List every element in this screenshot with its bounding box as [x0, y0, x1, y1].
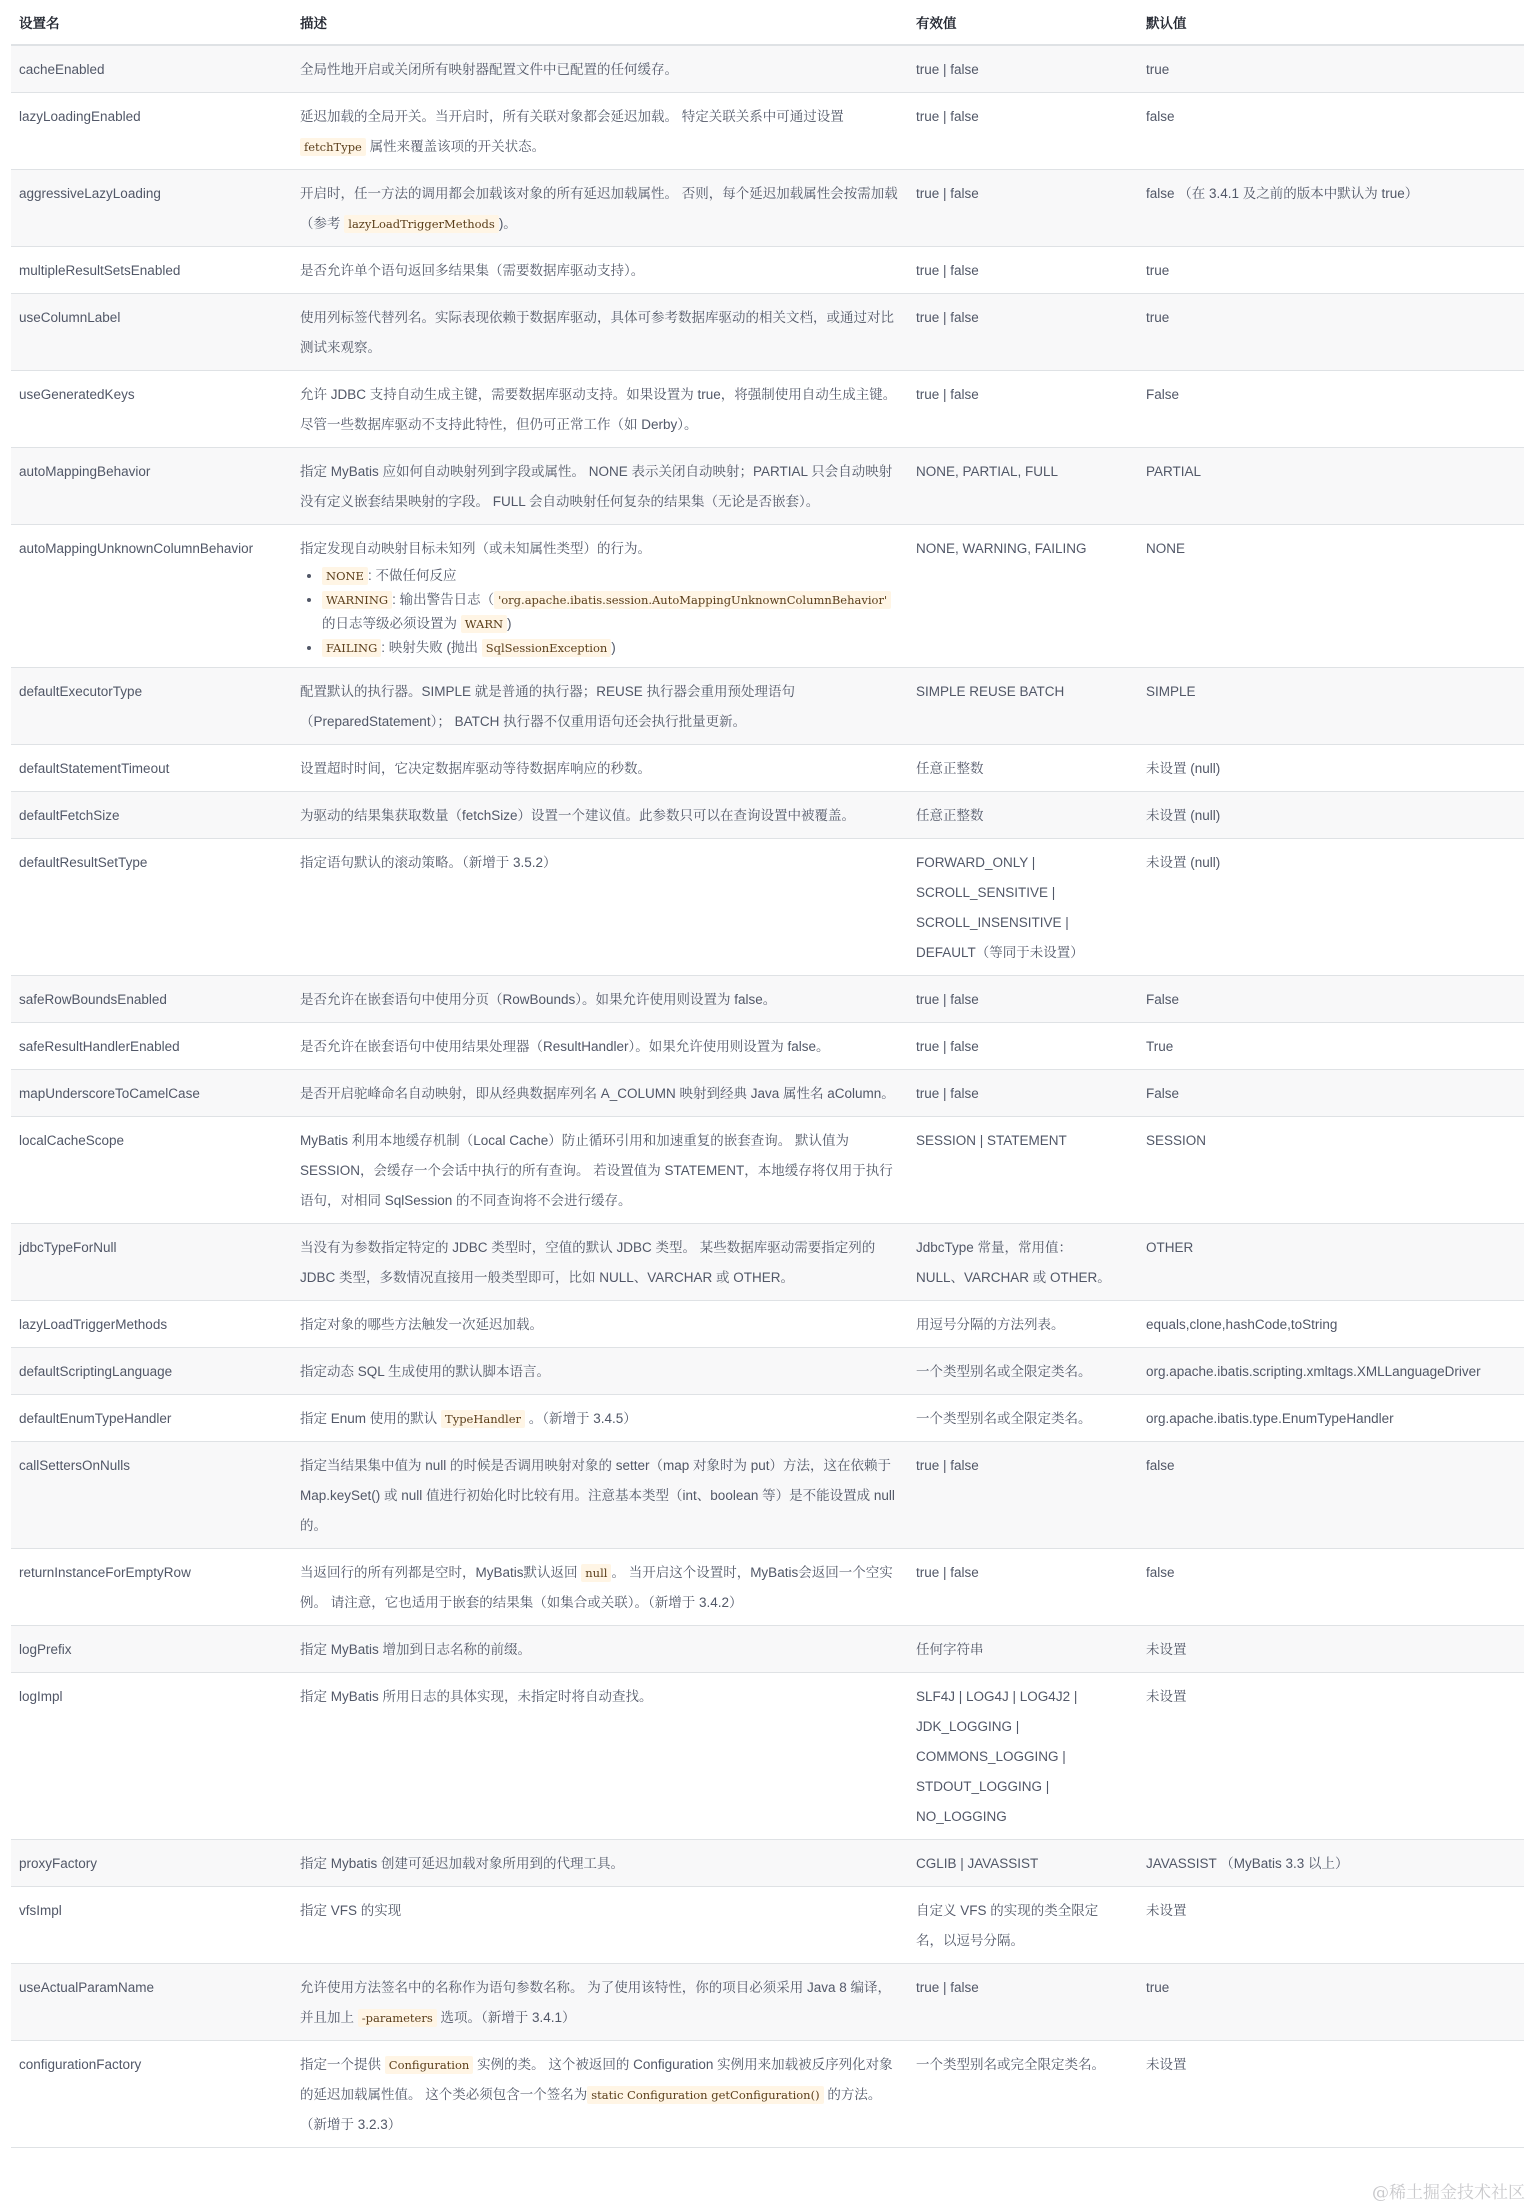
- table-row: [11, 1301, 1524, 1348]
- inline-code: SqlSessionException: [482, 639, 612, 657]
- setting-name: defaultEnumTypeHandler: [11, 1395, 292, 1442]
- setting-valid-values: [908, 1224, 1138, 1301]
- setting-valid-values: [908, 1395, 1138, 1442]
- setting-valid-values: [908, 371, 1138, 448]
- setting-description: [292, 1117, 908, 1224]
- setting-description: [292, 1673, 908, 1840]
- description-text: [300, 303, 900, 363]
- table-row: [11, 1224, 1524, 1301]
- description-text: [300, 801, 900, 831]
- setting-name: jdbcTypeForNull: [11, 1224, 292, 1301]
- setting-description: [292, 1626, 908, 1673]
- setting-name: safeRowBoundsEnabled: [11, 976, 292, 1023]
- setting-valid-values: [908, 1023, 1138, 1070]
- description-text: [300, 1896, 900, 1926]
- table-row: [11, 839, 1524, 976]
- option-item: [322, 588, 900, 636]
- setting-default-value: 未设置: [1138, 1887, 1524, 1964]
- setting-name: localCacheScope: [11, 1117, 292, 1224]
- text-segment: MyBatis 利用本地缓存机制（Local Cache）防止循环引用和加速重复的嵌套查询。 默认值为 SESSION，会缓存一个会话中执行的所有查询。 若设置值为 STATEMENT，本地缓存将仅用于执行语句，对相同 SqlSession 的不同查询将不会进行缓存。: [300, 1133, 893, 1208]
- setting-valid-values: [908, 1549, 1138, 1626]
- setting-valid-values: [908, 1964, 1138, 2041]
- text-segment: : 输出警告日志（: [392, 592, 495, 607]
- valid-value-line: NULL、VARCHAR 或 OTHER。: [916, 1270, 1111, 1285]
- setting-valid-values: [908, 1348, 1138, 1395]
- table-row: [11, 1840, 1524, 1887]
- description-text: [300, 1849, 900, 1879]
- setting-name: logPrefix: [11, 1626, 292, 1673]
- description-text: [300, 55, 900, 85]
- inline-code: Configuration: [385, 2056, 474, 2074]
- inline-code: FAILING: [322, 639, 381, 657]
- text-segment: : 不做任何反应: [367, 568, 457, 583]
- text-segment: 的方法。（新增于 3.2.3）: [300, 2087, 882, 2132]
- valid-value-line: SIMPLE REUSE BATCH: [916, 684, 1065, 699]
- description-text: [300, 102, 900, 162]
- valid-value-line: 用逗号分隔的方法列表。: [916, 1317, 1065, 1332]
- setting-valid-values: [908, 1840, 1138, 1887]
- setting-valid-values: [908, 448, 1138, 525]
- text-segment: 指定 MyBatis 增加到日志名称的前缀。: [300, 1642, 532, 1657]
- valid-value-line: true | false: [916, 1980, 979, 1995]
- text-segment: 是否允许在嵌套语句中使用分页（RowBounds）。如果允许使用则设置为 false。: [300, 992, 777, 1007]
- setting-name: useActualParamName: [11, 1964, 292, 2041]
- setting-valid-values: [908, 1887, 1138, 1964]
- valid-value-line: 任意正整数: [916, 808, 984, 823]
- setting-valid-values: [908, 247, 1138, 294]
- option-item: [322, 636, 900, 660]
- table-row: [11, 1070, 1524, 1117]
- setting-valid-values: [908, 1673, 1138, 1840]
- setting-description: [292, 745, 908, 792]
- valid-value-line: true | false: [916, 62, 979, 77]
- setting-description: [292, 1070, 908, 1117]
- option-item: [322, 564, 900, 588]
- setting-description: [292, 1549, 908, 1626]
- setting-description: [292, 1395, 908, 1442]
- text-segment: 是否允许单个语句返回多结果集（需要数据库驱动支持）。: [300, 263, 645, 278]
- setting-default-value: 未设置 (null): [1138, 792, 1524, 839]
- setting-name: returnInstanceForEmptyRow: [11, 1549, 292, 1626]
- setting-valid-values: [908, 93, 1138, 170]
- valid-value-line: true | false: [916, 186, 979, 201]
- table-row: [11, 1887, 1524, 1964]
- setting-valid-values: [908, 170, 1138, 247]
- setting-valid-values: [908, 1070, 1138, 1117]
- table-row: [11, 45, 1524, 93]
- valid-value-line: true | false: [916, 992, 979, 1007]
- setting-description: [292, 2041, 908, 2148]
- text-segment: 指定 MyBatis 应如何自动映射列到字段或属性。 NONE 表示关闭自动映射；PARTIAL 只会自动映射没有定义嵌套结果映射的字段。 FULL 会自动映射任何复杂的结果集（无论是否嵌套）。: [300, 464, 893, 509]
- text-segment: 为驱动的结果集获取数量（fetchSize）设置一个建议值。此参数只可以在查询设置中被覆盖。: [300, 808, 856, 823]
- table-row: [11, 294, 1524, 371]
- table-row: [11, 1626, 1524, 1673]
- text-segment: ): [507, 616, 512, 631]
- text-segment: 。 当开启这个设置时，MyBatis会返回一个空实例。 请注意，它也适用于嵌套的结果集（如集合或关联）。（新增于 3.4.2）: [300, 1565, 893, 1610]
- setting-default-value: JAVASSIST （MyBatis 3.3 以上）: [1138, 1840, 1524, 1887]
- text-segment: 当没有为参数指定特定的 JDBC 类型时，空值的默认 JDBC 类型。 某些数据库驱动需要指定列的 JDBC 类型，多数情况直接用一般类型即可，比如 NULL、VARCHAR 或 OTHER。: [300, 1240, 876, 1285]
- valid-value-line: SLF4J | LOG4J | LOG4J2 |: [916, 1689, 1078, 1704]
- setting-default-value: 未设置 (null): [1138, 839, 1524, 976]
- setting-description: [292, 668, 908, 745]
- setting-description: [292, 448, 908, 525]
- text-segment: 开启时，任一方法的调用都会加载该对象的所有延迟加载属性。 否则，每个延迟加载属性会按需加载（参考: [300, 186, 898, 231]
- description-text: [300, 256, 900, 286]
- setting-name: lazyLoadingEnabled: [11, 93, 292, 170]
- table-row: [11, 1023, 1524, 1070]
- setting-description: [292, 371, 908, 448]
- text-segment: : 映射失败 (抛出: [381, 640, 482, 655]
- setting-valid-values: [908, 294, 1138, 371]
- setting-valid-values: [908, 45, 1138, 93]
- setting-description: [292, 45, 908, 93]
- setting-default-value: NONE: [1138, 525, 1524, 668]
- setting-name: lazyLoadTriggerMethods: [11, 1301, 292, 1348]
- setting-description: [292, 170, 908, 247]
- inline-code: TypeHandler: [441, 1410, 525, 1428]
- description-text: [300, 1310, 900, 1340]
- inline-code: -parameters: [358, 2009, 437, 2027]
- table-row: [11, 792, 1524, 839]
- description-text: [300, 1079, 900, 1109]
- setting-valid-values: [908, 668, 1138, 745]
- table-row: [11, 976, 1524, 1023]
- valid-value-line: true | false: [916, 310, 979, 325]
- description-text: [300, 848, 900, 878]
- table-row: [11, 668, 1524, 745]
- table-row: [11, 2041, 1524, 2148]
- table-row: [11, 1549, 1524, 1626]
- description-text: [300, 1126, 900, 1216]
- setting-name: defaultScriptingLanguage: [11, 1348, 292, 1395]
- valid-value-line: 任意正整数: [916, 761, 984, 776]
- setting-name: callSettersOnNulls: [11, 1442, 292, 1549]
- text-segment: 指定 MyBatis 所用日志的具体实现，未指定时将自动查找。: [300, 1689, 653, 1704]
- table-row: [11, 247, 1524, 294]
- text-segment: 是否开启驼峰命名自动映射，即从经典数据库列名 A_COLUMN 映射到经典 Java 属性名 aColumn。: [300, 1086, 895, 1101]
- description-text: [300, 2050, 900, 2140]
- valid-value-line: true | false: [916, 1565, 979, 1580]
- valid-value-line: FORWARD_ONLY |: [916, 855, 1036, 870]
- setting-name: safeResultHandlerEnabled: [11, 1023, 292, 1070]
- description-text: [300, 677, 900, 737]
- setting-valid-values: [908, 1626, 1138, 1673]
- text-segment: 指定对象的哪些方法触发一次延迟加载。: [300, 1317, 543, 1332]
- valid-value-line: 自定义 VFS 的实现的类全限定: [916, 1903, 1099, 1918]
- setting-default-value: true: [1138, 247, 1524, 294]
- setting-description: [292, 1964, 908, 2041]
- setting-name: aggressiveLazyLoading: [11, 170, 292, 247]
- valid-value-line: STDOUT_LOGGING |: [916, 1779, 1050, 1794]
- inline-code: WARN: [461, 615, 507, 633]
- valid-value-line: 一个类型别名或完全限定类名。: [916, 2057, 1105, 2072]
- text-segment: 是否允许在嵌套语句中使用结果处理器（ResultHandler）。如果允许使用则设置为 false。: [300, 1039, 830, 1054]
- inline-code: 'org.apache.ibatis.session.AutoMappingUnknownColumnBehavior': [494, 591, 891, 609]
- description-text: [300, 1635, 900, 1665]
- valid-value-line: JDK_LOGGING |: [916, 1719, 1020, 1734]
- setting-name: defaultExecutorType: [11, 668, 292, 745]
- inline-code: WARNING: [322, 591, 392, 609]
- setting-default-value: org.apache.ibatis.type.EnumTypeHandler: [1138, 1395, 1524, 1442]
- setting-description: [292, 839, 908, 976]
- valid-value-line: NONE, PARTIAL, FULL: [916, 464, 1059, 479]
- table-row: [11, 1442, 1524, 1549]
- text-segment: )。: [498, 216, 517, 231]
- setting-description: [292, 93, 908, 170]
- setting-default-value: SIMPLE: [1138, 668, 1524, 745]
- valid-value-line: true | false: [916, 109, 979, 124]
- valid-value-line: NONE, WARNING, FAILING: [916, 541, 1087, 556]
- setting-default-value: true: [1138, 294, 1524, 371]
- setting-valid-values: [908, 1117, 1138, 1224]
- text-segment: 延迟加载的全局开关。当开启时，所有关联对象都会延迟加载。 特定关联关系中可通过设置: [300, 109, 844, 124]
- table-body: [11, 45, 1524, 2148]
- setting-default-value: True: [1138, 1023, 1524, 1070]
- valid-value-line: 任何字符串: [916, 1642, 984, 1657]
- text-segment: 当返回行的所有列都是空时，MyBatis默认返回: [300, 1565, 582, 1580]
- valid-value-line: COMMONS_LOGGING |: [916, 1749, 1066, 1764]
- setting-description: [292, 1840, 908, 1887]
- setting-valid-values: [908, 2041, 1138, 2148]
- valid-value-line: true | false: [916, 1458, 979, 1473]
- setting-description: [292, 1224, 908, 1301]
- text-segment: 指定动态 SQL 生成使用的默认脚本语言。: [300, 1364, 551, 1379]
- table-row: [11, 371, 1524, 448]
- valid-value-line: SCROLL_SENSITIVE |: [916, 885, 1056, 900]
- valid-value-line: 名，以逗号分隔。: [916, 1933, 1024, 1948]
- setting-valid-values: [908, 1442, 1138, 1549]
- setting-name: cacheEnabled: [11, 45, 292, 93]
- setting-name: defaultStatementTimeout: [11, 745, 292, 792]
- description-text: [300, 1357, 900, 1387]
- setting-default-value: SESSION: [1138, 1117, 1524, 1224]
- valid-value-line: SCROLL_INSENSITIVE |: [916, 915, 1069, 930]
- text-segment: 属性来覆盖该项的开关状态。: [365, 139, 546, 154]
- settings-table: [11, 0, 1524, 2148]
- setting-description: [292, 294, 908, 371]
- setting-description: [292, 247, 908, 294]
- setting-default-value: equals,clone,hashCode,toString: [1138, 1301, 1524, 1348]
- text-segment: 指定一个提供: [300, 2057, 385, 2072]
- valid-value-line: CGLIB | JAVASSIST: [916, 1856, 1039, 1871]
- setting-description: [292, 525, 908, 668]
- setting-default-value: 未设置: [1138, 1626, 1524, 1673]
- setting-default-value: False: [1138, 371, 1524, 448]
- valid-value-line: true | false: [916, 263, 979, 278]
- text-segment: 指定 Enum 使用的默认: [300, 1411, 442, 1426]
- setting-default-value: false: [1138, 93, 1524, 170]
- description-text: [300, 1233, 900, 1293]
- setting-description: [292, 1301, 908, 1348]
- setting-default-value: 未设置: [1138, 1673, 1524, 1840]
- setting-name: proxyFactory: [11, 1840, 292, 1887]
- table-row: [11, 1964, 1524, 2041]
- description-text: [300, 1404, 900, 1434]
- setting-name: configurationFactory: [11, 2041, 292, 2148]
- header-default-value: 默认值: [1138, 0, 1524, 45]
- table-row: [11, 745, 1524, 792]
- setting-name: logImpl: [11, 1673, 292, 1840]
- text-segment: 指定当结果集中值为 null 的时候是否调用映射对象的 setter（map 对象时为 put）方法，这在依赖于 Map.keySet() 或 null 值进行初始化时比较有用。注意基本类型（int、boolean 等）是不能设置成 null 的。: [300, 1458, 895, 1533]
- description-text: [300, 534, 900, 564]
- text-segment: ): [611, 640, 616, 655]
- table-row: [11, 525, 1524, 668]
- description-text: [300, 1451, 900, 1541]
- text-segment: 全局性地开启或关闭所有映射器配置文件中已配置的任何缓存。: [300, 62, 678, 77]
- text-segment: 指定发现自动映射目标未知列（或未知属性类型）的行为。: [300, 541, 651, 556]
- table-row: [11, 1348, 1524, 1395]
- text-segment: 允许使用方法签名中的名称作为语句参数名称。 为了使用该特性，你的项目必须采用 Java 8 编译，并且加上: [300, 1980, 892, 2025]
- table-row: [11, 1673, 1524, 1840]
- text-segment: 允许 JDBC 支持自动生成主键，需要数据库驱动支持。如果设置为 true，将强制使用自动生成主键。尽管一些数据库驱动不支持此特性，但仍可正常工作（如 Derby）。: [300, 387, 897, 432]
- setting-default-value: False: [1138, 1070, 1524, 1117]
- table-row: [11, 448, 1524, 525]
- setting-default-value: OTHER: [1138, 1224, 1524, 1301]
- setting-description: [292, 976, 908, 1023]
- setting-default-value: false: [1138, 1442, 1524, 1549]
- setting-default-value: PARTIAL: [1138, 448, 1524, 525]
- valid-value-line: 一个类型别名或全限定类名。: [916, 1364, 1092, 1379]
- table-row: [11, 1117, 1524, 1224]
- inline-code: lazyLoadTriggerMethods: [344, 215, 499, 233]
- setting-name: useGeneratedKeys: [11, 371, 292, 448]
- setting-valid-values: [908, 525, 1138, 668]
- setting-valid-values: [908, 745, 1138, 792]
- description-text: [300, 1032, 900, 1062]
- valid-value-line: true | false: [916, 1039, 979, 1054]
- setting-default-value: true: [1138, 1964, 1524, 2041]
- header-setting-name: 设置名: [11, 0, 292, 45]
- setting-description: [292, 792, 908, 839]
- setting-default-value: 未设置: [1138, 2041, 1524, 2148]
- description-text: [300, 754, 900, 784]
- setting-name: mapUnderscoreToCamelCase: [11, 1070, 292, 1117]
- valid-value-line: DEFAULT（等同于未设置）: [916, 945, 1084, 960]
- setting-name: defaultFetchSize: [11, 792, 292, 839]
- header-description: 描述: [292, 0, 908, 45]
- setting-name: vfsImpl: [11, 1887, 292, 1964]
- setting-default-value: False: [1138, 976, 1524, 1023]
- valid-value-line: true | false: [916, 387, 979, 402]
- description-text: [300, 457, 900, 517]
- setting-default-value: 未设置 (null): [1138, 745, 1524, 792]
- description-text: [300, 1973, 900, 2033]
- text-segment: 的日志等级必须设置为: [322, 616, 461, 631]
- description-text: [300, 1682, 900, 1712]
- table-row: [11, 1395, 1524, 1442]
- watermark: @稀土掘金技术社区: [1372, 2183, 1525, 2203]
- valid-value-line: 一个类型别名或全限定类名。: [916, 1411, 1092, 1426]
- valid-value-line: NO_LOGGING: [916, 1809, 1007, 1824]
- description-text: [300, 179, 900, 239]
- inline-code: fetchType: [300, 138, 366, 156]
- inline-code: static Configuration getConfiguration(): [587, 2086, 823, 2104]
- option-list: [300, 564, 900, 660]
- valid-value-line: JdbcType 常量，常用值：: [916, 1240, 1073, 1255]
- setting-valid-values: [908, 1301, 1138, 1348]
- text-segment: 配置默认的执行器。SIMPLE 就是普通的执行器；REUSE 执行器会重用预处理语句（PreparedStatement）； BATCH 执行器不仅重用语句还会执行批量更新。: [300, 684, 796, 729]
- description-text: [300, 985, 900, 1015]
- description-text: [300, 380, 900, 440]
- setting-name: autoMappingUnknownColumnBehavior: [11, 525, 292, 668]
- table-header-row: [11, 0, 1524, 45]
- inline-code: NONE: [322, 567, 368, 585]
- setting-default-value: true: [1138, 45, 1524, 93]
- setting-description: [292, 1887, 908, 1964]
- inline-code: null: [581, 1564, 611, 1582]
- setting-description: [292, 1442, 908, 1549]
- text-segment: 实例的类。 这个被返回的 Configuration 实例用来加载被反序列化对象的延迟加载属性值。 这个类必须包含一个签名为: [300, 2057, 893, 2102]
- text-segment: 使用列标签代替列名。实际表现依赖于数据库驱动，具体可参考数据库驱动的相关文档，或通过对比测试来观察。: [300, 310, 894, 355]
- setting-description: [292, 1348, 908, 1395]
- text-segment: 指定语句默认的滚动策略。（新增于 3.5.2）: [300, 855, 557, 870]
- setting-description: [292, 1023, 908, 1070]
- setting-valid-values: [908, 976, 1138, 1023]
- setting-name: defaultResultSetType: [11, 839, 292, 976]
- setting-default-value: false （在 3.4.1 及之前的版本中默认为 true）: [1138, 170, 1524, 247]
- setting-valid-values: [908, 792, 1138, 839]
- table-row: [11, 170, 1524, 247]
- setting-default-value: false: [1138, 1549, 1524, 1626]
- text-segment: 指定 VFS 的实现: [300, 1903, 402, 1918]
- setting-name: autoMappingBehavior: [11, 448, 292, 525]
- table-row: [11, 93, 1524, 170]
- setting-default-value: org.apache.ibatis.scripting.xmltags.XMLLanguageDriver: [1138, 1348, 1524, 1395]
- description-text: [300, 1558, 900, 1618]
- setting-name: multipleResultSetsEnabled: [11, 247, 292, 294]
- setting-name: useColumnLabel: [11, 294, 292, 371]
- valid-value-line: SESSION | STATEMENT: [916, 1133, 1067, 1148]
- text-segment: 选项。（新增于 3.4.1）: [436, 2010, 576, 2025]
- text-segment: 设置超时时间，它决定数据库驱动等待数据库响应的秒数。: [300, 761, 651, 776]
- setting-valid-values: [908, 839, 1138, 976]
- text-segment: 指定 Mybatis 创建可延迟加载对象所用到的代理工具。: [300, 1856, 625, 1871]
- text-segment: 。（新增于 3.4.5）: [525, 1411, 637, 1426]
- header-valid-values: 有效值: [908, 0, 1138, 45]
- valid-value-line: true | false: [916, 1086, 979, 1101]
